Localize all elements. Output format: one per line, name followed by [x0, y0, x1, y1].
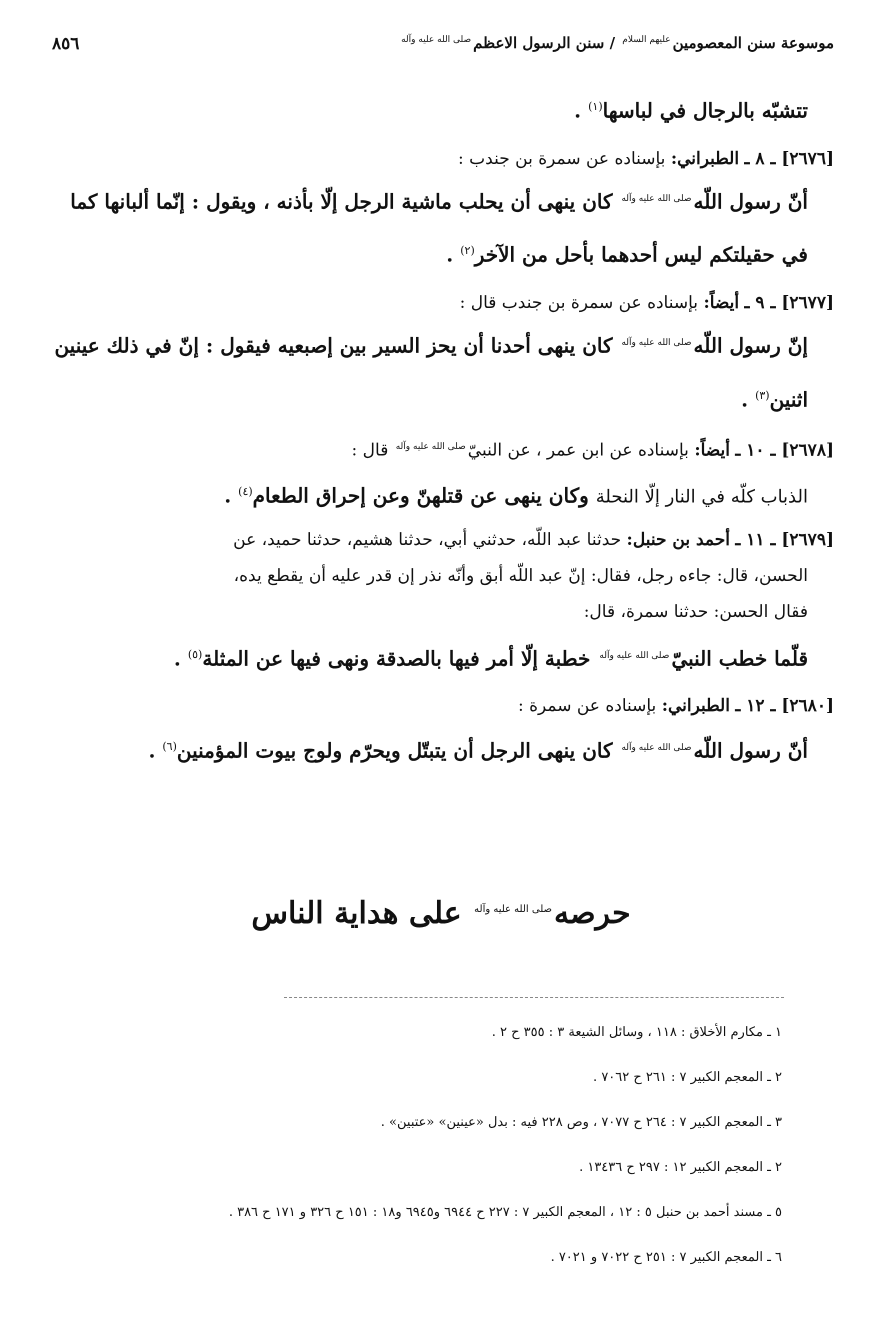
- heading-part: حرصه: [554, 896, 631, 931]
- footnote: ١ ـ مكارم الأخلاق : ١١٨ ، وسائل الشيعة ٣ : ٣٥٥ ح ٢ .: [491, 1025, 782, 1040]
- hadith-source: أحمد بن حنبل:: [626, 529, 730, 550]
- footnote-ref: (١): [588, 100, 603, 113]
- hadith-text-part: قلّما خطب النبيّ: [671, 646, 808, 671]
- hadith-isnad: [52, 143, 834, 175]
- hadith-isnad: [52, 287, 834, 319]
- hadith-text-part: أنّ رسول اللّه: [693, 189, 808, 214]
- hadith-number: [٢٦٧٩] ـ ١١ ـ: [735, 529, 834, 550]
- hadith-text-part: كان ينهى الرجل أن يتبتّل ويحرّم ولوج بيوت المؤمنين: [176, 738, 613, 763]
- seal-glyph: صلى الله عليه وآله: [621, 337, 692, 348]
- hadith-chain-line: الحسن، قال: جاءه رجل، فقال: إنّ عبد اللّه أبق وأنّه نذر إن قدر عليه أن يقطع يده،: [233, 565, 808, 586]
- footnote-ref: (٢): [460, 244, 475, 258]
- hadith-source: أيضاً:: [703, 292, 740, 313]
- hadith-number: [٢٦٧٨] ـ ١٠ ـ: [735, 440, 834, 461]
- section-title: سنن الرسول الاعظم: [473, 34, 605, 52]
- seal-glyph: صلى الله عليه وآله: [474, 904, 552, 915]
- hadith-chain-line: فقال الحسن: حدثنا سمرة، قال:: [583, 601, 808, 622]
- hadith-number: [٢٦٧٧] ـ ٩ ـ: [744, 292, 834, 313]
- footnote-divider: [284, 997, 784, 998]
- hadith-text-part: وكان ينهى عن قتلهنّ وعن إحراق الطعام: [252, 483, 589, 508]
- hadith-text-part: خطبة إلّا أمر فيها بالصدقة ونهى فيها عن المثلة: [202, 646, 591, 671]
- hadith-isnad: [52, 522, 834, 558]
- hadith-text: أنّ رسول اللّهصلى الله عليه وآله كان ينهى أن يحلب ماشية الرجل إلّا بأذنه ، ويقول : إنّما ألبانها كما في حقيلتكم ليس أحدهما بأحل من الآخر$^{(٢)}$ .: [52, 175, 834, 280]
- header-title: [399, 34, 834, 52]
- hadith-chain: بإسناده عن ابن عمر ، عن النبيّ: [467, 440, 689, 461]
- hadith-text-part: إنّ رسول اللّه: [693, 333, 808, 358]
- hadith-source: الطبراني:: [670, 148, 740, 169]
- seal-glyph: صلى الله عليه وآله: [401, 35, 472, 45]
- footnote-ref: (٤): [238, 484, 253, 498]
- hadith-isnad: [52, 431, 834, 467]
- running-header: [48, 34, 834, 64]
- hadith-chain: بإسناده عن سمرة بن جندب قال :: [459, 292, 699, 313]
- footnote-ref: (٥): [187, 647, 203, 661]
- seal-glyph: صلى الله عليه وآله: [395, 442, 466, 453]
- seal-glyph: عليهم السلام: [622, 35, 671, 45]
- section-heading: [0, 896, 882, 931]
- hadith-chain: قال :: [351, 440, 389, 461]
- hadith-chain: بإسناده عن سمرة بن جندب :: [458, 148, 666, 169]
- hadith-text: إنّ رسول اللّهصلى الله عليه وآله كان ينهى أحدنا أن يحز السير بين إصبعيه فيقول : إنّ في ذلك عينين اثنين$^{(٣)}$ .: [52, 319, 834, 424]
- hadith-number: [٢٦٨٠] ـ ١٢ ـ: [735, 696, 834, 717]
- seal-glyph: صلى الله عليه وآله: [621, 193, 692, 204]
- page-number: ٨٥٦: [52, 34, 80, 54]
- title-separator: /: [609, 34, 616, 52]
- hadith-isnad: [52, 690, 834, 722]
- footnotes: [48, 1022, 782, 1292]
- footnote: ٣ ـ المعجم الكبير ٧ : ٢٦٤ ح ٧٠٧٧ ، وص ٢٢٨ فيه : بدل «عينين» «عتبين» .: [380, 1115, 782, 1130]
- footnote-ref: (٣): [755, 388, 770, 402]
- hadith-text: أنّ رسول اللّهصلى الله عليه وآله كان ينهى الرجل أن يتبتّل ويحرّم ولوج بيوت المؤمنين$^{(٦)}$ .: [52, 722, 834, 776]
- hadith-text-part: الذباب كلّه في النار إلّا النحلة: [595, 486, 808, 508]
- seal-glyph: صلى الله عليه وآله: [621, 743, 692, 754]
- heading-part: على هداية الناس: [251, 896, 462, 931]
- footnote: ٦ ـ المعجم الكبير ٧ : ٢٥١ ح ٧٠٢٢ و ٧٠٢١ .: [550, 1250, 782, 1265]
- hadith-text-part: كان ينهى أحدنا أن يحز السير بين إصبعيه فيقول : إنّ في ذلك عينين اثنين: [54, 333, 808, 412]
- hadith-source: أيضاً:: [694, 440, 730, 461]
- hadith-source: الطبراني:: [661, 696, 730, 717]
- hadith-chain: حدثنا عبد اللّه، حدثني أبي، حدثنا هشيم، حدثنا حميد، عن: [233, 529, 622, 550]
- main-text: [52, 82, 834, 776]
- hadith-chain: بإسناده عن سمرة :: [517, 696, 657, 717]
- hadith-text: قلّما خطب النبيّصلى الله عليه وآله خطبة إلّا أمر فيها بالصدقة ونهى فيها عن المثلة$^{(٥)}$ .: [52, 630, 834, 684]
- hadith-text-part: كان ينهى أن يحلب ماشية الرجل إلّا بأذنه ، ويقول : إنّما ألبانها كما في حقيلتكم ليس أحدهما بأحل من الآخر: [70, 189, 808, 267]
- intro-text: تتشبّه بالرجال في لباسها: [602, 98, 808, 123]
- hadith-text: الذباب كلّه في النار إلّا النحلة وكان ينهى عن قتلهنّ وعن إحراق الطعام$^{(٤)}$ .: [224, 483, 808, 508]
- intro-line: تتشبّه بالرجال في لباسها$^{(١)}$ .: [574, 98, 808, 123]
- footnote: ٢ ـ المعجم الكبير ١٢ : ٢٩٧ ح ١٣٤٣٦ .: [579, 1160, 782, 1175]
- footnote: ٥ ـ مسند أحمد بن حنبل ٥ : ١٢ ، المعجم الكبير ٧ : ٢٢٧ ح ٦٩٤٤ و٦٩٤٥ و١٨ : ١٥١ ح ٣٢٦ و ١٧١ ح ٣٨٦ .: [228, 1205, 782, 1220]
- book-title: موسوعة سنن المعصومين: [672, 34, 834, 52]
- seal-glyph: صلى الله عليه وآله: [599, 650, 670, 661]
- hadith-text-part: أنّ رسول اللّه: [693, 738, 808, 763]
- hadith-number: [٢٦٧٦] ـ ٨ ـ: [744, 148, 834, 169]
- footnote-ref: (٦): [162, 740, 177, 754]
- footnote: ٢ ـ المعجم الكبير ٧ : ٢٦١ ح ٧٠٦٢ .: [593, 1070, 782, 1085]
